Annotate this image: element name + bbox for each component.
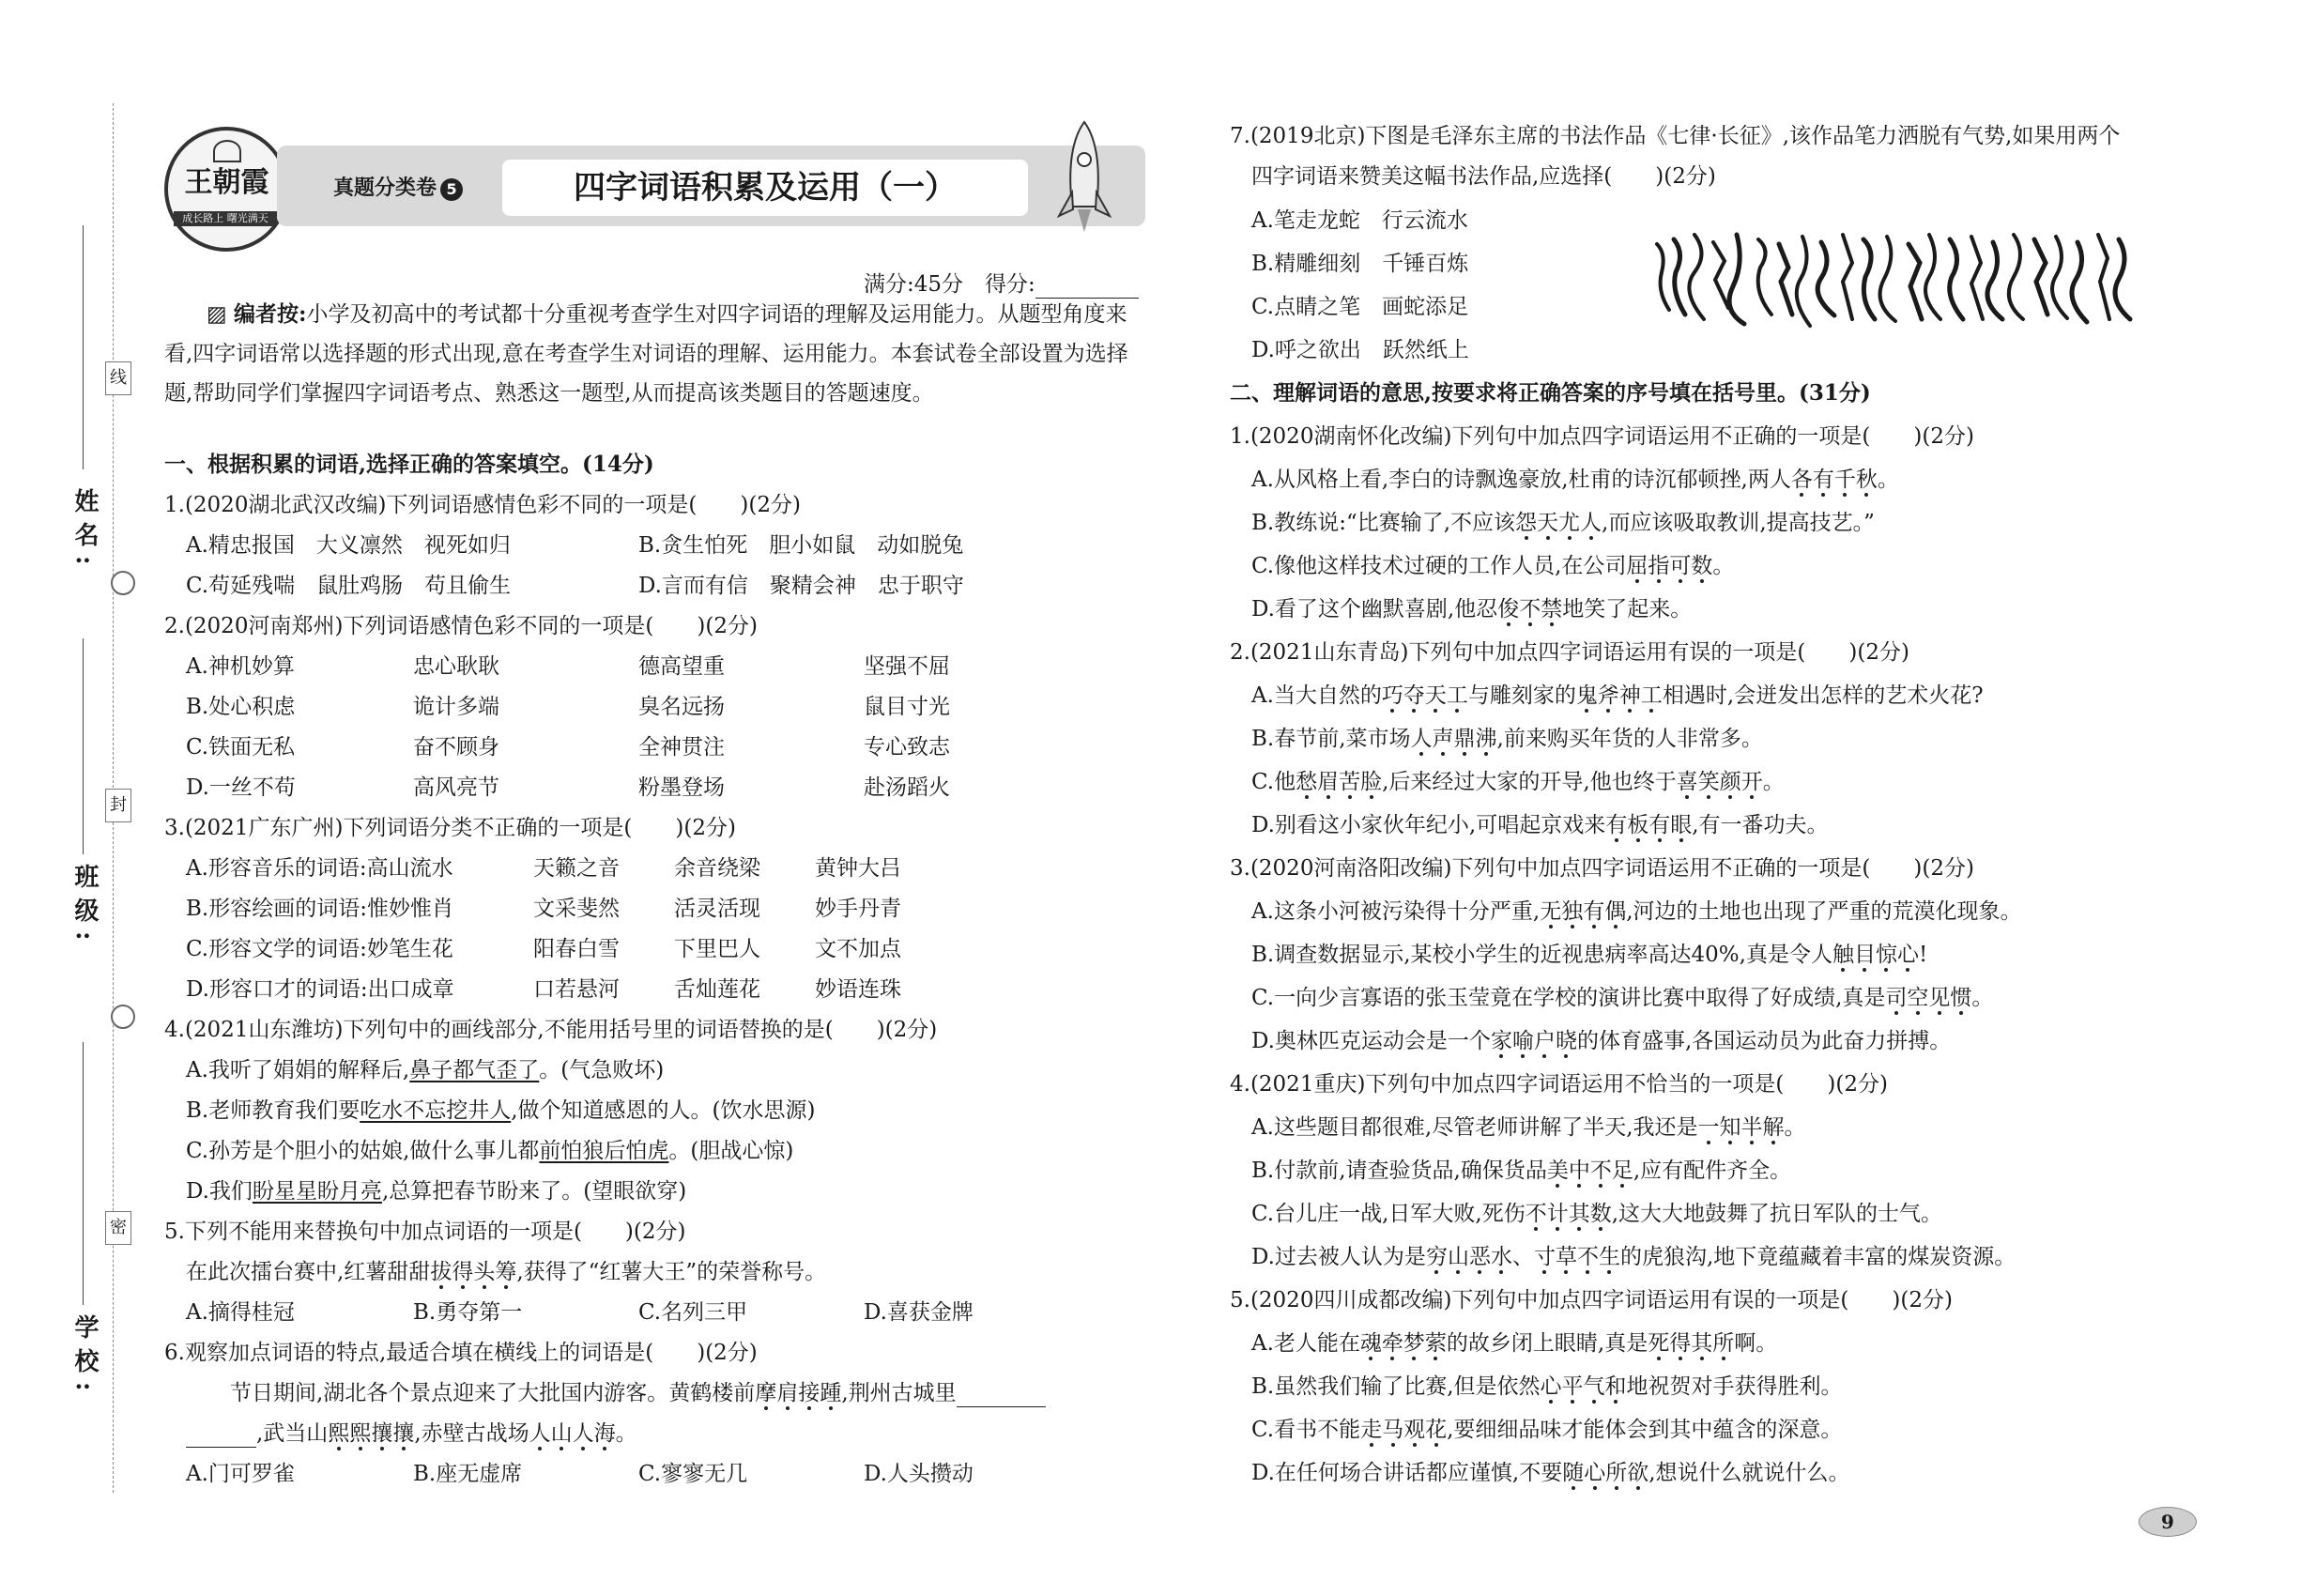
binding-margin (0, 0, 141, 1596)
logo-subtext: 成长路上 曙光满天 (174, 211, 277, 226)
s2q2-option-b[interactable] (1251, 725, 1763, 753)
q5-option-b[interactable]: B.勇夺第一 (413, 1300, 523, 1325)
q7-stem-1: 7.(2019北京)下图是毛泽东主席的书法作品《七律·长征》,该作品笔力洒脱有气势,如果用两个 (1230, 124, 2121, 148)
q5-sentence-post: ,获得了“红薯大王”的荣誉称号。 (516, 1260, 827, 1284)
q4-stem: 4.(2021山东潍坊)下列句中的画线部分,不能用括号里的词语替换的是( )(2分) (164, 1018, 938, 1042)
series-label-text: 真题分类卷 (333, 176, 437, 200)
seal-mark-line: 线 (105, 361, 131, 395)
page-number-badge (2139, 1507, 2197, 1537)
page-title: 四字词语积累及运用（一） (574, 169, 957, 207)
q3-d-4: 妙语连珠 (815, 977, 901, 1002)
s2q5-a-dotted: 魂牵梦萦 (1359, 1331, 1447, 1356)
s2q1-c-dotted: 屈指可数 (1626, 554, 1713, 578)
binding-hole-icon (111, 571, 135, 595)
s2q2-d-tail: ,有一番功夫。 (1692, 813, 1829, 837)
q4-d-text: D.我们 (186, 1179, 253, 1204)
s2q5-c-dotted: 走马观花 (1360, 1418, 1448, 1442)
s2q1-option-c[interactable] (1251, 552, 1734, 580)
s2q3-a-text: A.这条小河被污染得十分严重, (1251, 899, 1541, 924)
q1-option-c[interactable]: C.苟延残喘 鼠肚鸡肠 苟且偷生 (186, 574, 512, 598)
q5-option-c[interactable]: C.名列三甲 (638, 1300, 748, 1325)
q4-option-b[interactable] (186, 1097, 815, 1125)
q6-passage-1 (230, 1379, 1046, 1407)
q3-c-3: 下里巴人 (674, 937, 760, 961)
q1-option-a[interactable]: A.精忠报国 大义凛然 视死如归 (186, 533, 511, 558)
s2q2-d-text: D.别看这小家伙年纪小,可唱起京戏来 (1251, 813, 1606, 837)
q6-p2-post: 。 (615, 1421, 637, 1446)
q4-c-underlined: 前怕狼后怕虎 (539, 1139, 669, 1163)
s2q1-a-text: A.从风格上看,李白的诗飘逸豪放,杜甫的诗沉郁顿挫,两人 (1251, 468, 1791, 492)
s2q4-d-mid: 、 (1511, 1245, 1534, 1269)
s2q2-a-text: A.当大自然的 (1251, 683, 1382, 708)
q6-dotted-word-1: 摩肩接踵 (755, 1381, 842, 1405)
s2q3-d-tail: 的体育盛事,各国运动员为此奋力拼搏。 (1576, 1029, 1952, 1053)
s2q2-c-text: C.他 (1251, 770, 1296, 794)
q3-a-4: 黄钟大吕 (815, 856, 901, 881)
s2q4-d-dotted-2: 寸草不生 (1533, 1245, 1620, 1269)
s2q2-c-mid: ,后来经过大家的开导,他也终于 (1382, 770, 1677, 794)
s2q1-b-dotted: 怨天尤人 (1515, 511, 1602, 535)
logo-crown-icon (213, 140, 241, 162)
q6-p1-post: ,荆州古城里 (841, 1381, 957, 1405)
q3-a-2: 天籁之音 (533, 856, 620, 881)
q3-b-3: 活灵活现 (674, 897, 760, 921)
q4-b-text: B.老师教育我们要 (186, 1098, 360, 1123)
q4-option-c[interactable] (186, 1137, 793, 1165)
s2q5-b-tail: 地祝贺对手获得胜利。 (1626, 1374, 1843, 1399)
s2q4-a-tail: 。 (1784, 1115, 1806, 1140)
q4-d-underlined: 盼星星盼月亮 (252, 1179, 382, 1204)
s2q2-option-c[interactable] (1251, 768, 1785, 796)
calligraphy-image (1648, 225, 2145, 338)
s2q5-option-b[interactable] (1251, 1373, 1843, 1401)
s2q2-a-mid: 与雕刻家的 (1467, 683, 1576, 708)
q2-b-1[interactable]: B.处心积虑 (186, 695, 296, 719)
school-label: 学校: (70, 1314, 99, 1401)
q2-a-1[interactable]: A.神机妙算 (186, 654, 295, 679)
s2q3-option-c[interactable] (1251, 984, 1993, 1012)
score-line (864, 270, 1139, 299)
s2q3-a-dotted: 无独有偶 (1540, 899, 1627, 924)
s2q2-d-dotted: 有板有眼 (1605, 813, 1693, 837)
s2q2-b-text: B.春节前,菜市场 (1251, 727, 1411, 751)
school-field[interactable] (83, 1042, 84, 1305)
q2-d-1[interactable]: D.一丝不苟 (186, 775, 296, 800)
s2q3-c-text: C.一向少言寡语的张玉莹竟在学校的演讲比赛中取得了好成绩,真是 (1251, 986, 1886, 1010)
s2q5-a-text: A.老人能在 (1251, 1331, 1360, 1356)
class-label: 班级: (70, 864, 99, 950)
q5-dotted-word: 拔得头筹 (430, 1260, 517, 1284)
binding-hole-icon (111, 1005, 135, 1029)
q2-a-3: 德高望重 (638, 654, 725, 679)
q2-c-1[interactable]: C.铁面无私 (186, 735, 296, 760)
q2-d-4: 赴汤蹈火 (864, 775, 950, 800)
q6-p2-mid: ,赤壁古战场 (414, 1421, 529, 1446)
score-text: 满分:45分 得分: (864, 272, 1035, 297)
s2q1-d-tail: 地笑了起来。 (1562, 597, 1693, 622)
q2-c-2: 奋不顾身 (413, 735, 499, 760)
s2q5-d-dotted: 随心所欲 (1562, 1461, 1649, 1485)
rocket-icon (1042, 117, 1127, 239)
s2q4-option-a[interactable] (1251, 1113, 1806, 1142)
q4-d-tail: ,总算把春节盼来了。(望眼欲穿) (381, 1179, 687, 1204)
s2q2-c-dotted: 愁眉苦脸 (1296, 770, 1383, 794)
s2q2-option-d[interactable] (1251, 811, 1829, 839)
q3-d-3: 舌灿莲花 (674, 977, 760, 1002)
s2q3-c-dotted: 司空见惯 (1885, 986, 1972, 1010)
q4-b-underlined: 吃水不忘挖井人 (360, 1098, 512, 1123)
s2q5-option-a[interactable] (1251, 1329, 1777, 1358)
q5-stem: 5.下列不能用来替换句中加点词语的一项是( )(2分) (164, 1220, 686, 1244)
seal-mark-seal: 封 (105, 789, 131, 822)
s2q1-option-a[interactable] (1251, 466, 1899, 494)
s2q5-c-text: C.看书不能 (1251, 1418, 1361, 1442)
s2q4-b-text: B.付款前,请查验货品,确保货品 (1251, 1159, 1547, 1183)
q3-c-1[interactable]: C.形容文学的词语:妙笔生花 (186, 937, 453, 961)
q3-d-2: 口若悬河 (533, 977, 620, 1002)
s2q5-stem: 5.(2020四川成都改编)下列句中加点四字词语运用有误的一项是( )(2分) (1230, 1288, 1953, 1312)
s2q4-a-dotted: 一知半解 (1697, 1115, 1785, 1140)
s2q3-d-dotted: 家喻户晓 (1490, 1029, 1577, 1053)
s2q5-option-c[interactable] (1251, 1416, 1842, 1444)
s2q2-a-tail: 相遇时,会迸发出怎样的艺术火花? (1662, 683, 1984, 708)
q2-d-3: 粉墨登场 (638, 775, 725, 800)
q4-option-d[interactable] (186, 1177, 686, 1205)
s2q3-c-tail: 。 (1971, 986, 1994, 1010)
s2q2-b-tail: ,前来购买年货的人非常多。 (1496, 727, 1763, 751)
s2q1-b-tail: ,而应该吸取教训,提高技艺。” (1602, 511, 1875, 535)
s2q3-option-b[interactable] (1251, 941, 1927, 969)
s2q5-d-tail: ,想说什么就说什么。 (1648, 1461, 1850, 1485)
s2q1-c-tail: 。 (1712, 554, 1735, 578)
q4-a-text: A.我听了娟娟的解释后, (186, 1058, 410, 1082)
s2q2-a-dotted-2: 鬼斧神工 (1575, 683, 1663, 708)
q4-b-tail: ,做个知道感恩的人。(饮水思源) (511, 1098, 816, 1123)
q3-d-1[interactable]: D.形容口才的词语:出口成章 (186, 977, 454, 1002)
q3-stem: 3.(2021广东广州)下列词语分类不正确的一项是( )(2分) (164, 816, 736, 840)
q3-b-2: 文采斐然 (533, 897, 620, 921)
q6-p1-pre: 节日期间,湖北各个景点迎来了大批国内游客。黄鹤楼前 (230, 1381, 756, 1405)
s2q2-c-dotted-2: 喜笑颜开 (1676, 770, 1763, 794)
q7-option-a[interactable]: A.笔走龙蛇 行云流水 (1251, 208, 1468, 233)
s2q3-b-dotted: 触目惊心 (1832, 943, 1919, 967)
q3-b-1[interactable]: B.形容绘画的词语:惟妙惟肖 (186, 897, 453, 921)
s2q2-stem: 2.(2021山东青岛)下列句中加点四字词语运用有误的一项是( )(2分) (1230, 640, 1909, 665)
q5-option-a[interactable]: A.摘得桂冠 (186, 1300, 295, 1325)
q3-b-4: 妙手丹青 (815, 897, 901, 921)
s2q2-b-dotted: 人声鼎沸 (1410, 727, 1497, 751)
q2-b-3: 臭名远扬 (638, 695, 725, 719)
q2-c-3: 全神贯注 (638, 735, 725, 760)
intro-line-3: 题,帮助同学们掌握四字词语考点、熟悉这一题型,从而提高该类题目的答题速度。 (164, 381, 934, 406)
q6-option-b[interactable]: B.座无虚席 (413, 1462, 523, 1486)
s2q1-c-text: C.像他这样技术过硬的工作人员,在公司 (1251, 554, 1627, 578)
q7-option-d[interactable]: D.呼之欲出 跃然纸上 (1251, 338, 1469, 362)
q2-a-2: 忠心耿耿 (413, 654, 499, 679)
s2q4-option-b[interactable] (1251, 1157, 1791, 1185)
s2q4-a-text: A.这些题目都很难,尽管老师讲解了半天,我还是 (1251, 1115, 1698, 1140)
q4-option-a[interactable] (186, 1056, 664, 1084)
q1-option-b[interactable]: B.贪生怕死 胆小如鼠 动如脱兔 (638, 533, 964, 558)
score-field[interactable] (1035, 275, 1139, 299)
intro-line-2: 看,四字词语常以选择题的形式出现,意在考查学生对词语的理解、运用能力。本套试卷全部设置为选择 (164, 342, 1128, 366)
s2q4-c-tail: ,这大大地鼓舞了抗日军队的士气。 (1611, 1202, 1943, 1226)
s2q3-d-text: D.奥林匹克运动会是一个 (1251, 1029, 1491, 1053)
q4-c-text: C.孙芳是个胆小的姑娘,做什么事儿都 (186, 1139, 540, 1163)
q6-blank-field[interactable] (957, 1384, 1046, 1407)
s2q4-d-tail: 的虎狼沟,地下竟蕴藏着丰富的煤炭资源。 (1619, 1245, 2016, 1269)
s2q4-d-text: D.过去被人认为是 (1251, 1245, 1426, 1269)
s2q5-d-text: D.在任何场合讲话都应谨慎,不要 (1251, 1461, 1563, 1485)
s2q3-b-text: B.调查数据显示,某校小学生的近视患病率高达40%,真是令人 (1251, 943, 1832, 967)
q2-b-4: 鼠目寸光 (864, 695, 950, 719)
q2-a-4: 坚强不屈 (864, 654, 950, 679)
q6-stem: 6.观察加点词语的特点,最适合填在横线上的词语是( )(2分) (164, 1341, 758, 1365)
q6-option-d[interactable]: D.人头攒动 (864, 1462, 974, 1486)
s2q1-d-text: D.看了这个幽默喜剧,他忍 (1251, 597, 1498, 622)
intro-line-1 (207, 300, 1127, 329)
q6-blank-field-cont[interactable] (186, 1424, 256, 1448)
s2q5-b-dotted: 心平气和 (1540, 1374, 1627, 1399)
q3-c-4: 文不加点 (815, 937, 901, 961)
s2q3-a-tail: ,河边的土地也出现了严重的荒漠化现象。 (1626, 899, 2022, 924)
s2q4-option-d[interactable] (1251, 1243, 2016, 1271)
intro-label: 编者按: (234, 301, 307, 327)
q6-option-a[interactable]: A.门可罗雀 (186, 1462, 295, 1486)
name-label: 姓名: (70, 488, 99, 575)
s2q2-option-a[interactable] (1251, 682, 1984, 710)
q3-c-2: 阳春白雪 (533, 937, 620, 961)
q4-a-tail: 。(气急败坏) (539, 1058, 665, 1082)
q5-sentence-pre: 在此次擂台赛中,红薯甜甜 (186, 1260, 431, 1284)
s2q5-b-text: B.虽然我们输了比赛,但是依然 (1251, 1374, 1541, 1399)
series-label (333, 172, 463, 201)
name-field[interactable] (83, 225, 84, 469)
s2q2-a-dotted: 巧夺天工 (1381, 683, 1468, 708)
q6-passage-2 (186, 1420, 637, 1448)
s2q3-option-a[interactable] (1251, 898, 2022, 926)
q6-dotted-word-2: 熙熙攘攘 (328, 1421, 415, 1446)
s2q4-b-tail: ,应有配件齐全。 (1633, 1159, 1792, 1183)
series-number-badge: 5 (440, 178, 463, 201)
header-banner (164, 127, 1150, 239)
q4-c-tail: 。(胆战心惊) (668, 1139, 794, 1163)
q7-stem-2: 四字词语来赞美这幅书法作品,应选择( )(2分) (1251, 164, 1716, 189)
s2q5-a-mid: 的故乡闭上眼睛,真是 (1446, 1331, 1648, 1356)
q6-dotted-word-3: 人山人海 (529, 1421, 616, 1446)
q2-d-2: 高风亮节 (413, 775, 499, 800)
s2q1-b-text: B.教练说:“比赛输了,不应该 (1251, 511, 1516, 535)
q1-option-d[interactable]: D.言而有信 聚精会神 忠于职守 (638, 574, 964, 598)
seal-mark-secret: 密 (105, 1211, 131, 1245)
q6-option-c[interactable]: C.寥寥无几 (638, 1462, 748, 1486)
s2q4-option-c[interactable] (1251, 1200, 1942, 1228)
q3-a-1[interactable]: A.形容音乐的词语:高山流水 (186, 856, 453, 881)
s2q4-stem: 4.(2021重庆)下列句中加点四字词语运用不恰当的一项是( )(2分) (1230, 1072, 1888, 1097)
s2q1-stem: 1.(2020湖南怀化改编)下列句中加点四字词语运用不正确的一项是( )(2分) (1230, 424, 1974, 449)
s2q4-b-dotted: 美中不足 (1546, 1159, 1633, 1183)
s2q1-option-d[interactable] (1251, 595, 1692, 623)
q5-sentence (186, 1258, 826, 1286)
class-field[interactable] (83, 638, 84, 854)
s2q5-c-tail: ,要细细品味才能体会到其中蕴含的深意。 (1447, 1418, 1843, 1442)
s2q5-option-d[interactable] (1251, 1459, 1850, 1487)
s2q5-a-tail: 啊。 (1734, 1331, 1778, 1356)
s2q5-a-dotted-2: 死得其所 (1648, 1331, 1735, 1356)
s2q3-stem: 3.(2020河南洛阳改编)下列句中加点四字词语运用不正确的一项是( )(2分) (1230, 856, 1974, 881)
q2-b-2: 诡计多端 (413, 695, 499, 719)
s2q1-option-b[interactable] (1251, 509, 1875, 537)
s2q2-c-tail: 。 (1762, 770, 1785, 794)
q7-option-c[interactable]: C.点睛之笔 画蛇添足 (1251, 295, 1469, 319)
q2-c-4: 专心致志 (864, 735, 950, 760)
q3-a-3: 余音绕梁 (674, 856, 760, 881)
logo-badge (164, 127, 289, 252)
s2q1-d-dotted: 俊不禁 (1497, 597, 1563, 622)
editor-note-icon: ▨ (207, 302, 235, 327)
q2-stem: 2.(2020河南郑州)下列词语感情色彩不同的一项是( )(2分) (164, 614, 758, 638)
q1-stem: 1.(2020湖北武汉改编)下列词语感情色彩不同的一项是( )(2分) (164, 493, 801, 517)
q7-option-b[interactable]: B.精雕细刻 千锤百炼 (1251, 252, 1469, 276)
s2q1-a-dotted: 各有千秋 (1790, 468, 1878, 492)
s2q1-a-tail: 。 (1877, 468, 1899, 492)
s2q3-option-d[interactable] (1251, 1027, 1951, 1055)
s2q4-c-dotted: 不计其数 (1525, 1202, 1612, 1226)
s2q3-b-tail: ! (1918, 943, 1928, 967)
page-number: 9 (2161, 1511, 2174, 1533)
q6-p2-pre: ,武当山 (256, 1421, 329, 1446)
section2-heading: 二、理解词语的意思,按要求将正确答案的序号填在括号里。(31分) (1230, 380, 1871, 406)
s2q4-c-text: C.台儿庄一战,日军大败,死伤 (1251, 1202, 1526, 1226)
q5-option-d[interactable]: D.喜获金牌 (864, 1300, 974, 1325)
section1-heading: 一、根据积累的词语,选择正确的答案填空。(14分) (164, 452, 654, 477)
logo-text: 王朝霞 (184, 166, 269, 199)
q4-a-underlined: 鼻子都气歪了 (409, 1058, 540, 1082)
s2q4-d-dotted: 穷山恶水 (1425, 1245, 1512, 1269)
intro-text-1: 小学及初高中的考试都十分重视考查学生对四字词语的理解及运用能力。从题型角度来 (306, 302, 1127, 327)
